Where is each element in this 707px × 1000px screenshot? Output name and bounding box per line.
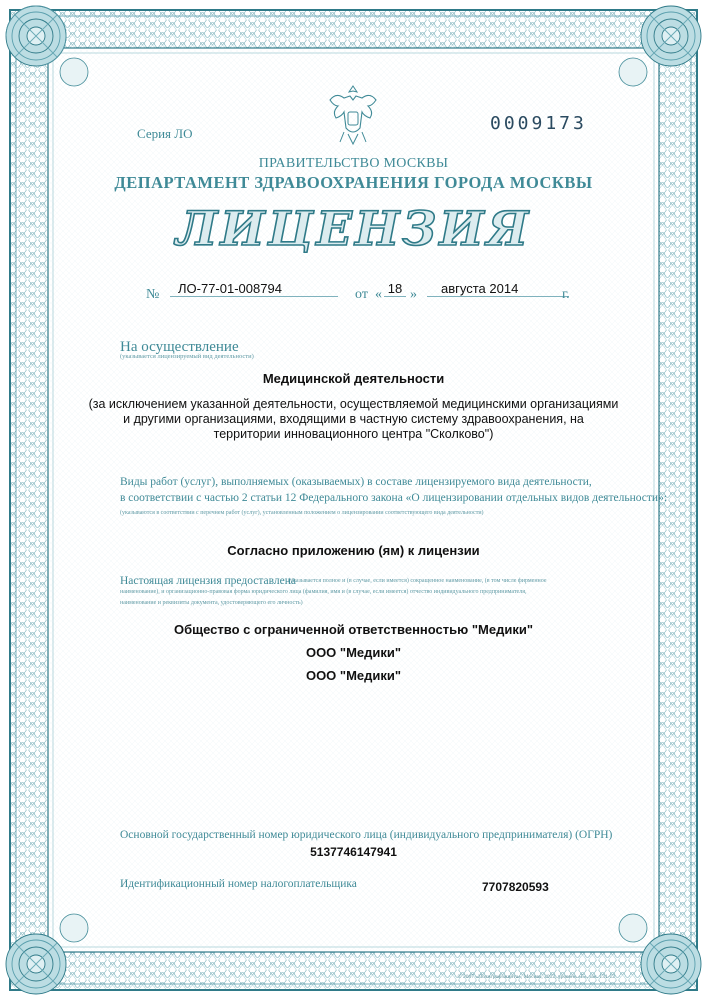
licensee-hint-line-3: наименование и реквизиты документа, удостоверяющего его личность): [120, 600, 303, 606]
activity-note-line-3: территории инновационного центра "Сколково"): [213, 427, 494, 441]
form-number: 0009173: [490, 113, 587, 134]
from-label: от: [355, 287, 368, 302]
licensee-full-name: Общество с ограниченной ответственностью "Медики": [174, 622, 533, 637]
works-label-line-1: Виды работ (услуг), выполняемых (оказываемых) в составе лицензируемого вида деятельности,: [120, 476, 592, 488]
activity-note-line-1: (за исключением указанной деятельности, осуществляемой медицинскими организациями: [88, 397, 619, 411]
department-name: ДЕПАРТАМЕНТ ЗДРАВООХРАНЕНИЯ ГОРОДА МОСКВЫ: [114, 173, 593, 192]
government-name: ПРАВИТЕЛЬСТВО МОСКВЫ: [258, 156, 449, 171]
ogrn-value: 5137746147941: [310, 845, 397, 859]
licensee-short-name-2: ООО "Медики": [305, 668, 402, 683]
document-title: ЛИЦЕНЗИЯ: [175, 202, 532, 257]
double-headed-eagle-emblem-icon: [322, 82, 384, 148]
series-label: Серия ЛО: [137, 126, 193, 141]
licensee-hint-line-2: наименование), и организационно-правовая форма юридического лица (фамилия, имя и (в случае, если имеется) отчество индивидуального предпринимателя,: [120, 589, 527, 595]
activity-value: Медицинской деятельности: [262, 371, 445, 386]
activity-note-line-2: и другими организациями, входящими в частную систему здравоохранения, на: [123, 412, 584, 426]
license-day: 18: [384, 281, 406, 297]
works-value: Согласно приложению (ям) к лицензии: [227, 543, 480, 558]
works-label-line-2: в соответствии с частью 2 статьи 12 Федерального закона «О лицензировании отдельных видов деятельности»:: [120, 492, 668, 504]
licensee-label: Настоящая лицензия предоставлена: [120, 575, 296, 587]
licensee-short-name-1: ООО "Медики": [305, 645, 402, 660]
license-month-year: августа 2014: [427, 281, 569, 297]
license-number: ЛО-77-01-008794: [170, 281, 338, 297]
activity-label: На осуществление: [120, 339, 239, 355]
printer-imprint: © 2007 «Полиграфзащита», Москва, 2012, уровень «Б», зак. 131-12: [457, 974, 615, 980]
licensee-hint-line-1: (указывается полное и (в случае, если имеется) сокращенное наименование, (в том числе фирменное: [288, 578, 547, 584]
works-hint: (указываются в соответствии с перечнем работ (услуг), установленным положением о лицензировании соответствующего вида деятельности): [120, 510, 484, 516]
number-label: №: [146, 287, 160, 302]
year-suffix: г.: [562, 287, 570, 302]
quote-open: «: [375, 287, 382, 302]
activity-hint: (указывается лицензируемый вид деятельности): [120, 353, 254, 360]
inn-value: 7707820593: [482, 880, 549, 894]
inn-label: Идентификационный номер налогоплательщика: [120, 878, 357, 890]
ogrn-label: Основной государственный номер юридического лица (индивидуального предпринимателя) (ОГРН): [120, 829, 613, 841]
quote-close: »: [410, 287, 417, 302]
